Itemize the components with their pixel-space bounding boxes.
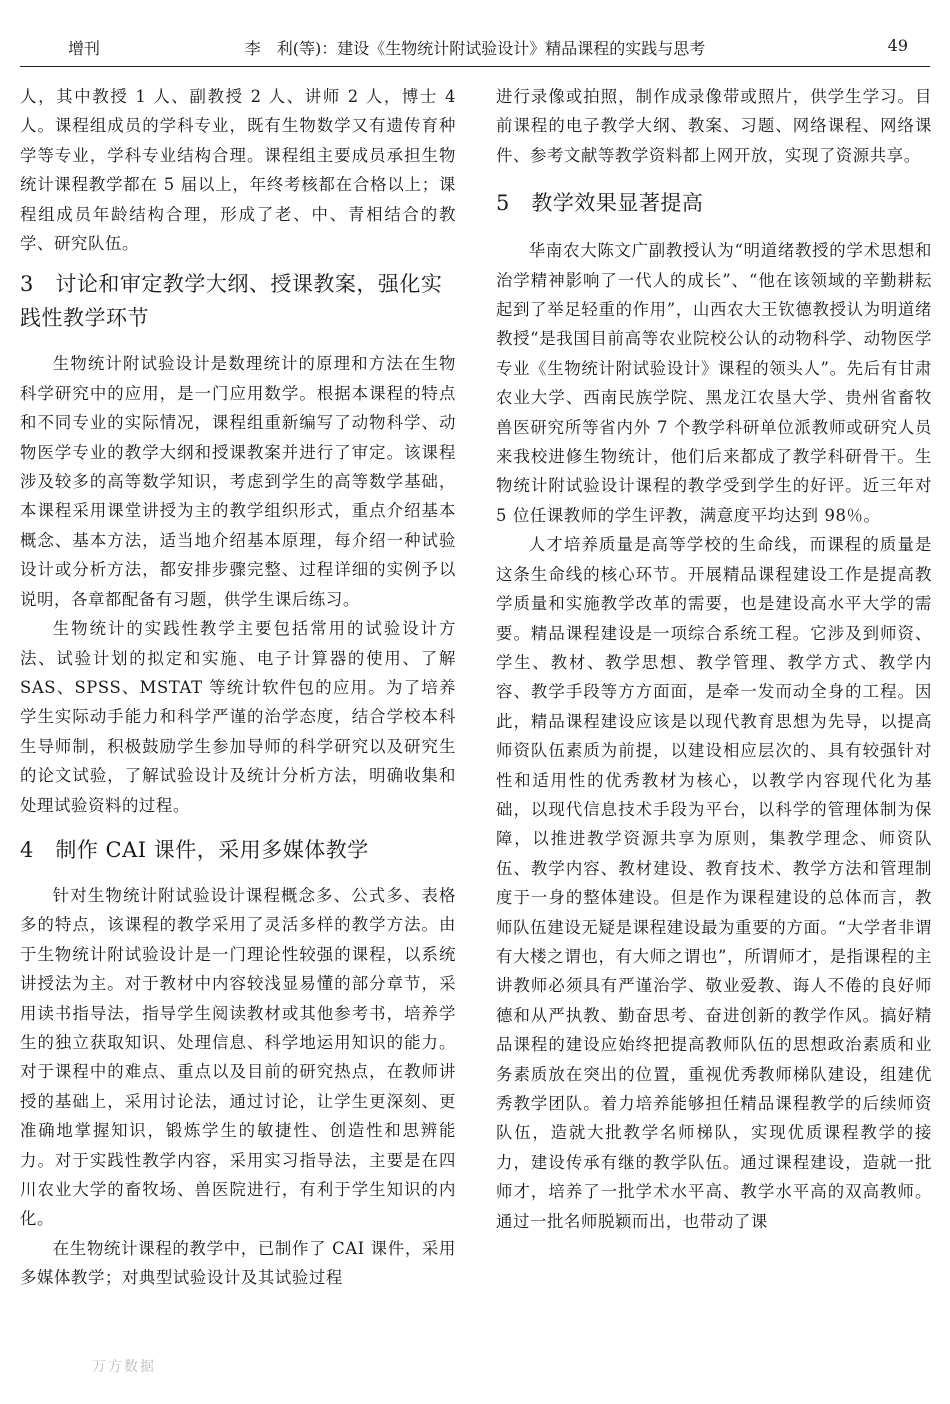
paragraph-continued: 进行录像或拍照，制作成录像带或照片，供学生学习。目前课程的电子教学大纲、教案、习题、网络课程、网络课件、参考文献等教学资料都上网开放，实现了资源共享。 xyxy=(496,87,932,165)
left-column xyxy=(20,82,456,1293)
header-issue-label: 增刊 xyxy=(68,39,101,58)
section-heading-3: 3 讨论和审定教学大纲、授课教案，强化实践性教学环节 xyxy=(20,272,443,331)
paragraph-3-2: 生物统计的实践性教学主要包括常用的试验设计方法、试验计划的拟定和实施、电子计算器的使用、了解 SAS、SPSS、MSTAT 等统计软件包的应用。为了培养学生实际动手能力和科学严谨的治学态度，结合学校本科生导师制，积极鼓励学生参加导师的科学研究以及研究生的论文试验，了解试验设计及统计分析方法，明确收集和处理试验资料的过程。 xyxy=(20,619,456,815)
section-heading-4: 4 制作 CAI 课件，采用多媒体教学 xyxy=(20,837,369,862)
running-header xyxy=(20,30,930,67)
paragraph-3-1: 生物统计附试验设计是数理统计的原理和方法在生物科学研究中的应用，是一门应用数学。根据本课程的特点和不同专业的实际情况，课程组重新编写了动物科学、动物医学专业的教学大纲和授课教案并进行了审定。该课程涉及较多的高等数学知识，考虑到学生的高等数学基础，本课程采用课堂讲授为主的教学组织形式，重点介绍基本概念、基本方法，适当地介绍基本原理，每介绍一种试验设计或分析方法，都安排步骤完整、过程详细的实例予以说明，各章都配备有习题，供学生课后练习。 xyxy=(20,354,456,609)
paragraph-5-1: 华南农大陈文广副教授认为“明道绪教授的学术思想和治学精神影响了一代人的成长”、“他在该领域的辛勤耕耘起到了举足轻重的作用”，山西农大王钦德教授认为明道绪教授“是我国目前高等农业院校公认的动物科学、动物医学专业《生物统计附试验设计》课程的领头人”。先后有甘肃农业大学、西南民族学院、黑龙江农垦大学、贵州省畜牧兽医研究所等省内外 7 个教学科研单位派教师或研究人员来我校进修生物统计，他们后来都成了教学科研骨干。生物统计附试验设计课程的教学受到学生的好评。近三年对 5 位任课教师的学生评教，满意度平均达到 98％。 xyxy=(496,241,932,525)
right-column xyxy=(496,82,932,1236)
paragraph-4-1: 针对生物统计附试验设计课程概念多、公式多、表格多的特点，该课程的教学采用了灵活多样的教学方法。由于生物统计附试验设计是一门理论性较强的课程，以系统讲授法为主。对于教材中内容较浅显易懂的部分章节，采用读书指导法，指导学生阅读教材或其他参考书，培养学生的独立获取知识、处理信息、科学地运用知识的能力。对于课程中的难点、重点以及目前的研究热点，在教师讲授的基础上，采用讨论法，通过讨论，让学生更深刻、更准确地掌握知识，锻炼学生的敏捷性、创造性和思辨能力。对于实践性教学内容，采用实习指导法，主要是在四川农业大学的畜牧场、兽医院进行，有利于学生知识的内化。 xyxy=(20,885,456,1229)
paragraph-5-2: 人才培养质量是高等学校的生命线，而课程的质量是这条生命线的核心环节。开展精品课程建设工作是提高教学质量和实施教学改革的需要，也是建设高水平大学的需要。精品课程建设是一项综合系统工程。它涉及到师资、学生、教材、教学思想、教学管理、教学方式、教学内容、教学手段等方方面面，是牵一发而动全身的工程。因此，精品课程建设应该是以现代教育思想为先导，以提高师资队伍素质为前提，以建设相应层次的、具有较强针对性和适用性的优秀教材为核心，以教学内容现代化为基础，以现代信息技术手段为平台，以科学的管理体制为保障，以推进教学资源共享为原则，集教学理念、师资队伍、教学内容、教材建设、教育技术、教学方法和管理制度于一身的整体建设。但是作为课程建设的总体而言，教师队伍建设无疑是课程建设最为重要的方面。“大学者非谓有大楼之谓也，有大师之谓也”，所谓师才，是指课程的主讲教师必须具有严谨治学、敬业爱教、诲人不倦的良好师德和从严执教、勤奋思考、奋进创新的教学作风。搞好精品课程的建设应始终把提高教师队伍的思想政治素质和业务素质放在突出的位置，重视优秀教师梯队建设，组建优秀教学团队。着力培养能够担任精品课程教学的后续师资队伍，造就大批教学名师梯队，实现优质课程教学的接力，建设传承有继的教学队伍。通过课程建设，造就一批师才，培养了一批学术水平高、教学水平高的双高教师。通过一批名师脱颖而出，也带动了课 xyxy=(496,535,932,1231)
paragraph-4-2: 在生物统计课程的教学中，已制作了 CAI 课件，采用多媒体教学；对典型试验设计及其试验过程 xyxy=(20,1238,456,1288)
page-number: 49 xyxy=(887,36,908,55)
paragraph-intro: 人，其中教授 1 人、副教授 2 人、讲师 2 人，博士 4 人。课程组成员的学科专业，既有生物数学又有遗传育种学等专业，学科专业结构合理。课程组主要成员承担生物统计课程教学都在 5 届以上，年终考核都在合格以上；课程组成员年龄结构合理，形成了老、中、青相结合的教学、研究队伍。 xyxy=(20,87,456,254)
header-article-title: 李 利(等)：建设《生物统计附试验设计》精品课程的实践与思考 xyxy=(244,39,706,58)
section-heading-5: 5 教学效果显著提高 xyxy=(496,191,704,216)
watermark: 万方数据 xyxy=(92,1359,156,1375)
